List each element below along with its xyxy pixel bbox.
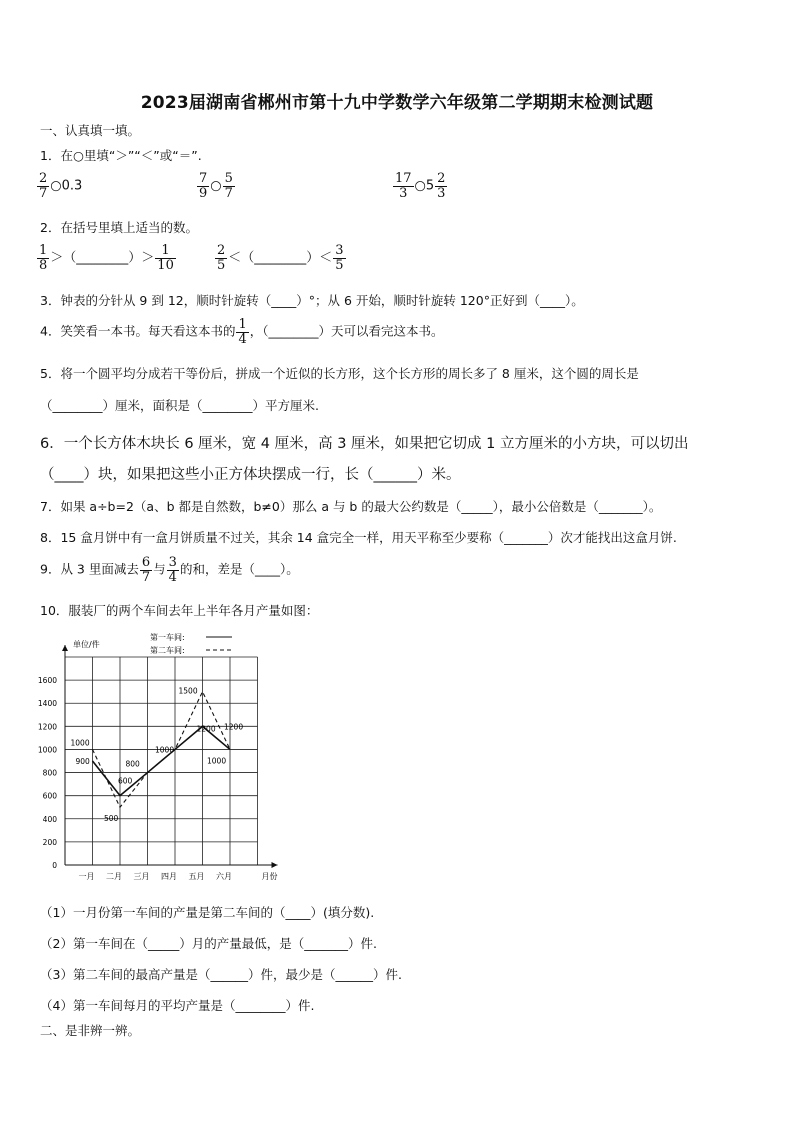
- question-5-line-2: （________）厘米，面积是（________）平方厘米.: [40, 398, 319, 413]
- y-tick-label: 1400: [37, 699, 57, 709]
- fraction: $\frac{3}{5}$: [335, 243, 344, 273]
- page-title: 2023届湖南省郴州市第十九中学数学六年级第二学期期末检测试题: [140, 93, 654, 113]
- data-label: 800: [125, 759, 140, 769]
- question-10-sub-3: （3）第二车间的最高产量是（______）件，最少是（______）件.: [40, 967, 402, 982]
- question-9: 9．从 3 里面减去 $\frac{6}{7}$ 与 $\frac{3}{4}$ 的和，差是（____）。: [40, 555, 299, 585]
- production-line-chart: [30, 625, 310, 890]
- y-tick-label: 800: [42, 768, 57, 778]
- fraction: $\frac{1}{10}$: [157, 243, 174, 273]
- question-2-item-b: $\frac{2}{5}$ ＜（________）＜ $\frac{3}{5}$: [217, 243, 344, 273]
- y-tick-label: 600: [42, 791, 57, 801]
- y-tick-label: 1000: [37, 745, 57, 755]
- y-tick-label: 0: [52, 861, 57, 870]
- question-1-item-b: $\frac{7}{9}$ ○ $\frac{5}{7}$: [199, 171, 233, 201]
- y-tick-label: 200: [42, 837, 57, 847]
- legend-label-workshop-2: 第二车间:: [150, 646, 185, 655]
- data-label: 1000: [207, 756, 227, 766]
- question-10-sub-2: （2）第一车间在（_____）月的产量最低，是（_______）件.: [40, 936, 377, 951]
- question-2-item-a: $\frac{1}{8}$ ＞（________）＞ $\frac{1}{10}$: [39, 243, 174, 273]
- y-tick-label: 400: [42, 814, 57, 824]
- legend-label-workshop-1: 第一车间:: [150, 633, 185, 642]
- question-7: 7．如果 a÷b=2（a、b 都是自然数，b≠0）那么 a 与 b 的最大公约数是（_____），最小公倍数是（_______）。: [40, 499, 662, 514]
- x-tick-label: 六月: [216, 872, 232, 881]
- x-tick-label: 一月: [78, 872, 95, 881]
- fraction: $\frac{3}{4}$: [168, 555, 177, 585]
- y-tick-label: 1600: [37, 676, 57, 686]
- question-4: 4．笑笑看一本书。每天看这本书的 $\frac{1}{4}$ ，（________）天可以看完这本书。: [40, 317, 444, 347]
- fraction: $\frac{7}{9}$: [199, 171, 208, 201]
- fraction: $\frac{5}{7}$: [224, 171, 233, 201]
- y-axis-title: 单位/件: [73, 640, 100, 649]
- chart-data-labels: [71, 687, 244, 824]
- question-3: 3．钟表的分针从 9 到 12，顺时针旋转（____）°；从 6 开始，顺时针旋转 120°正好到（____）。: [40, 293, 584, 308]
- section-heading-1: 一、认真填一填。: [40, 123, 141, 138]
- data-label: 500: [104, 814, 119, 824]
- x-axis-arrow: [272, 862, 278, 868]
- data-label: 1000: [155, 745, 175, 755]
- fraction: $\frac{2}{7}$: [39, 171, 48, 201]
- data-label: 1200: [224, 722, 244, 732]
- x-tick-label: 二月: [106, 872, 122, 881]
- data-label: 1000: [70, 738, 90, 748]
- question-1-item-a: $\frac{2}{7}$ ○0.3: [39, 171, 83, 201]
- x-tick-label: 三月: [133, 872, 150, 881]
- chart-axes: [62, 645, 278, 868]
- data-label: 1500: [178, 686, 198, 696]
- question-6-line-2: （____）块，如果把这些小正方体块摆成一行，长（______）米。: [40, 467, 461, 483]
- data-label: 900: [75, 757, 90, 766]
- fraction: $\frac{1}{8}$: [39, 243, 48, 273]
- fraction: $\frac{2}{3}$: [437, 171, 446, 201]
- x-axis-title: 月份: [261, 872, 278, 881]
- question-6-line-1: 6．一个长方体木块长 6 厘米，宽 4 厘米，高 3 厘米，如果把它切成 1 立方厘米的小方块，可以切出: [40, 436, 689, 452]
- question-8: 8．15 盒月饼中有一盒月饼质量不过关，其余 14 盒完全一样，用天平称至少要称（_______）次才能找出这盒月饼.: [40, 530, 677, 545]
- x-tick-label: 五月: [188, 872, 205, 881]
- y-tick-label: 1200: [37, 722, 57, 732]
- x-tick-label: 四月: [161, 872, 177, 881]
- fraction: $\frac{2}{5}$: [217, 243, 226, 273]
- data-label: 600: [118, 776, 133, 786]
- question-10: 10．服装厂的两个车间去年上半年各月产量如图：: [40, 603, 319, 618]
- question-10-sub-4: （4）第一车间每月的平均产量是（________）件.: [40, 998, 315, 1013]
- chart-legend: [150, 632, 232, 655]
- fraction: $\frac{1}{4}$: [238, 317, 247, 347]
- question-5-line-1: 5．将一个圆平均分成若干等份后，拼成一个近似的长方形，这个长方形的周长多了 8 厘米，这个圆的周长是: [40, 366, 639, 381]
- fraction: $\frac{6}{7}$: [141, 555, 151, 585]
- question-10-sub-1: （1）一月份第一车间的产量是第二车间的（____）(填分数).: [40, 905, 375, 920]
- fraction: $\frac{17}{3}$: [395, 171, 412, 201]
- question-1: 1．在○里填“＞”“＜”或“＝”.: [40, 148, 202, 163]
- y-axis-arrow: [62, 645, 68, 651]
- section-heading-2: 二、是非辨一辨。: [40, 1023, 141, 1038]
- question-1-item-c: $\frac{17}{3}$ ○5 $\frac{2}{3}$: [395, 171, 446, 201]
- chart-ticks: [38, 639, 278, 881]
- data-label: 1200: [196, 724, 216, 734]
- question-2: 2．在括号里填上适当的数。: [40, 220, 198, 235]
